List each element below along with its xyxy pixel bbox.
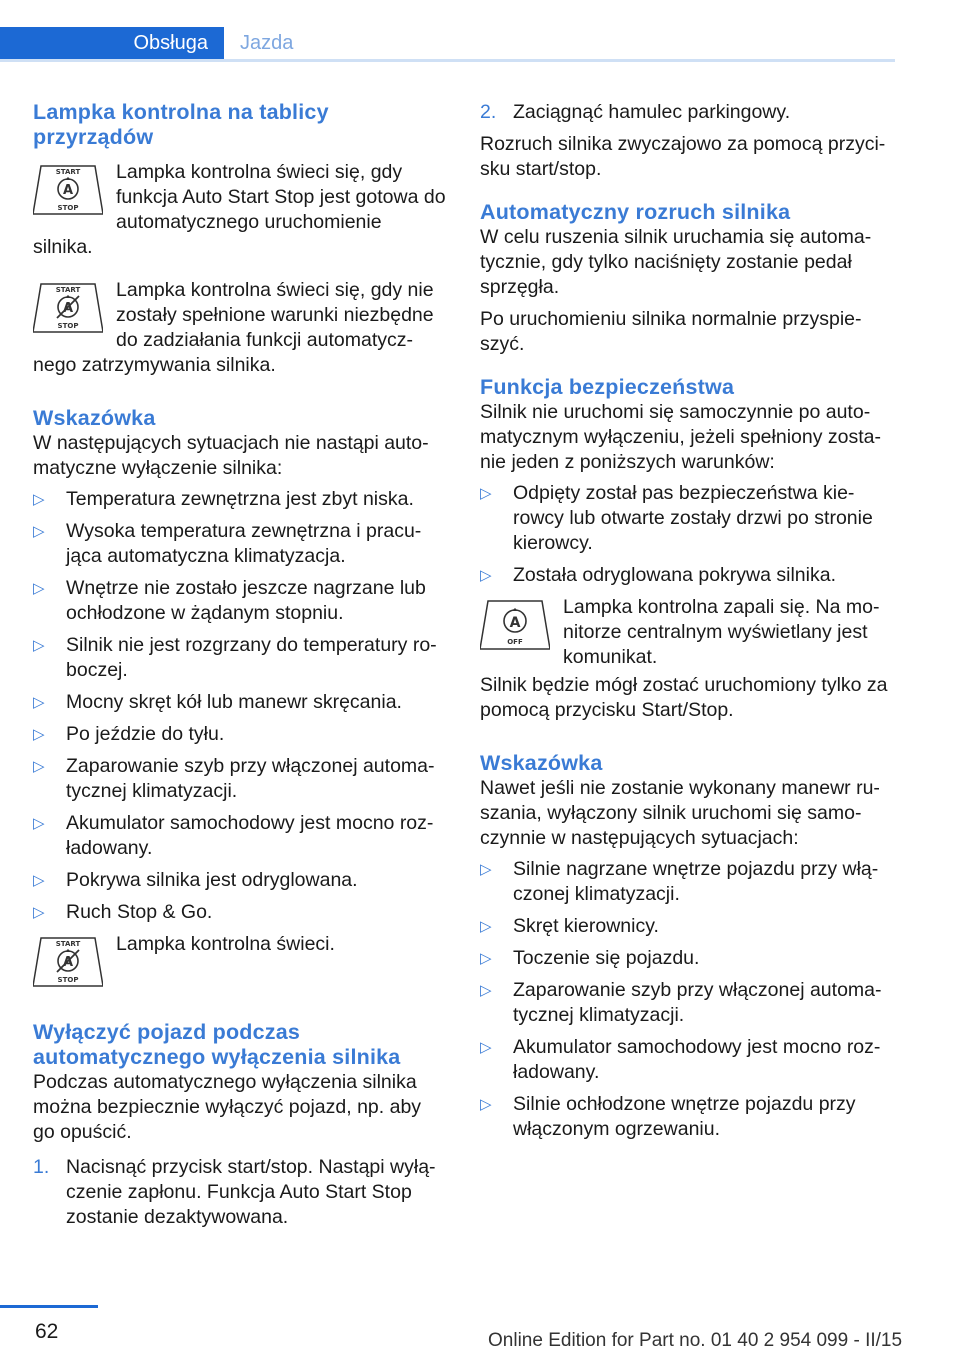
tab-jazda[interactable] <box>240 27 293 60</box>
tab-obsluga-label: Obsługa <box>133 32 208 54</box>
list-item: 1. Nacisnąć przycisk start/stop. Nastąpi wyłą-czenie zapłonu. Funkcja Auto Start Stop zostanie dezaktywowana. <box>33 1156 436 1228</box>
tab-jazda-label: Jazda <box>240 32 294 54</box>
triangle-bullet-icon: ▷ <box>480 950 492 967</box>
triangle-bullet-icon: ▷ <box>33 872 45 889</box>
note2-list <box>480 857 895 1142</box>
list-item: ▷ Odpięty został pas bezpieczeństwa kie-rowcy lub otwarte zostały drzwi po stronie kierowcy. <box>480 482 873 554</box>
steps-list-cont <box>480 100 895 125</box>
list-item: 2. Zaciągnąć hamulec parkingowy. <box>480 101 791 123</box>
switch-off-text: Podczas automatycznego wyłączenia silnika można bezpiecznie wyłączyć pojazd, np. aby go opuścić. <box>33 1071 422 1143</box>
triangle-bullet-icon: ▷ <box>480 982 492 999</box>
indicator-lit-text: Lampka kontrolna świeci. <box>116 933 335 955</box>
auto-start-stop-off-icon <box>33 282 103 334</box>
icon-off-text: OFF <box>507 638 523 646</box>
icon-start-text: START <box>55 168 81 176</box>
triangle-bullet-icon: ▷ <box>480 1096 492 1113</box>
icon-stop-text: STOP <box>57 976 79 984</box>
list-item: ▷ Zaparowanie szyb przy włączonej automa-tycznej klimatyzacji. <box>33 755 435 802</box>
safety-intro: Silnik nie uruchomi się samoczynnie po auto-matycznym wyłączeniu, jeżeli spełniony zosta-nie jeden z poniższych warunków: <box>480 401 881 473</box>
safety-after-text: Silnik będzie mógł zostać uruchomiony tylko za pomocą przycisku Start/Stop. <box>480 674 888 721</box>
triangle-bullet-icon: ▷ <box>33 904 45 921</box>
list-item: ▷ Została odryglowana pokrywa silnika. <box>480 564 836 586</box>
triangle-bullet-icon: ▷ <box>33 637 45 654</box>
list-item: ▷ Temperatura zewnętrzna jest zbyt niska. <box>33 488 414 510</box>
indicator-off-text: Lampka kontrolna zapali się. Na mo-nitorze centralnym wyświetlany jest komunikat. <box>563 596 880 668</box>
list-item: ▷ Silnie ochłodzone wnętrze pojazdu przy włączonym ogrzewaniu. <box>480 1093 856 1140</box>
indicator-off-row <box>480 595 895 673</box>
auto-start-stop-icon <box>33 164 103 216</box>
triangle-bullet-icon: ▷ <box>480 1039 492 1056</box>
indicator-ready-text: Lampka kontrolna świeci się, gdy funkcja Auto Start Stop jest gotowa do automatycznego uruchomienie <box>116 161 446 233</box>
indicator-ready-row <box>33 160 448 260</box>
header-divider <box>0 59 895 62</box>
safety-list <box>480 481 895 588</box>
icon-start-text: START <box>55 940 81 948</box>
indicator-notready-row <box>33 278 448 378</box>
left-column <box>33 100 448 1237</box>
indicator-notready-text-cont: nego zatrzymywania silnika. <box>33 354 276 376</box>
triangle-bullet-icon: ▷ <box>33 815 45 832</box>
list-item: ▷ Zaparowanie szyb przy włączonej automa-tycznej klimatyzacji. <box>480 979 882 1026</box>
icon-stop-text: STOP <box>57 322 79 330</box>
step-number: 1. <box>33 1156 50 1178</box>
steps-list <box>33 1155 448 1230</box>
triangle-bullet-icon: ▷ <box>33 726 45 743</box>
section-title-safety: Funkcja bezpieczeństwa <box>480 375 735 399</box>
indicator-ready-text-cont: silnika. <box>33 236 93 258</box>
triangle-bullet-icon: ▷ <box>33 523 45 540</box>
triangle-bullet-icon: ▷ <box>33 580 45 597</box>
auto-start-p2: Po uruchomieniu silnika normalnie przyspie-szyć. <box>480 308 862 355</box>
right-column <box>480 100 895 1149</box>
triangle-bullet-icon: ▷ <box>33 758 45 775</box>
list-item: ▷ Po jeździe do tyłu. <box>33 723 225 745</box>
indicator-notready-text: Lampka kontrolna świeci się, gdy nie zostały spełnione warunki niezbędne do zadziałania funkcji automatycz- <box>116 279 434 351</box>
triangle-bullet-icon: ▷ <box>480 918 492 935</box>
auto-start-stop-off-warning-icon <box>480 599 550 651</box>
triangle-bullet-icon: ▷ <box>480 567 492 584</box>
icon-stop-text: STOP <box>57 204 79 212</box>
auto-start-p1: W celu ruszenia silnik uruchamia się automa-tycznie, gdy tylko naciśnięty zostanie pedał sprzęgła. <box>480 226 872 298</box>
footer-accent-line <box>0 1305 98 1308</box>
icon-letter-a: A <box>62 301 74 316</box>
page-number: 62 <box>35 1320 59 1343</box>
list-item: ▷ Silnie nagrzane wnętrze pojazdu przy włą-czonej klimatyzacji. <box>480 858 879 905</box>
icon-letter-a: A <box>62 955 74 970</box>
list-item: ▷ Mocny skręt kół lub manewr skręcania. <box>33 691 402 713</box>
section-title-switch-off: Wyłączyć pojazd podczas automatycznego wyłączenia silnika <box>33 1020 401 1069</box>
tab-obsluga[interactable] <box>0 27 224 60</box>
indicator-lit-row <box>33 932 448 992</box>
edition-text: Online Edition for Part no. 01 40 2 954 099 - II/15 <box>488 1330 903 1351</box>
list-item: ▷ Skręt kierownicy. <box>480 915 659 937</box>
triangle-bullet-icon: ▷ <box>480 861 492 878</box>
list-item: ▷ Wysoka temperatura zewnętrzna i pracu-jąca automatyczna klimatyzacja. <box>33 520 422 567</box>
icon-start-text: START <box>55 286 81 294</box>
note2-title: Wskazówka <box>480 751 603 775</box>
triangle-bullet-icon: ▷ <box>480 485 492 502</box>
list-item: ▷ Akumulator samochodowy jest mocno roz-ładowany. <box>33 812 434 859</box>
icon-letter-a: A <box>509 615 521 631</box>
triangle-bullet-icon: ▷ <box>33 491 45 508</box>
auto-start-stop-off-icon-2 <box>33 936 103 988</box>
triangle-bullet-icon: ▷ <box>33 694 45 711</box>
list-item: ▷ Wnętrze nie zostało jeszcze nagrzane lub ochłodzone w żądanym stopniu. <box>33 577 426 624</box>
icon-letter-a: A <box>62 183 74 198</box>
note-title: Wskazówka <box>33 406 156 430</box>
note-list <box>33 487 448 925</box>
list-item: ▷ Silnik nie jest rozgrzany do temperatury ro-boczej. <box>33 634 437 681</box>
section-title-auto-start: Automatyczny rozruch silnika <box>480 200 791 224</box>
list-item: ▷ Pokrywa silnika jest odryglowana. <box>33 869 358 891</box>
header-tabs <box>0 0 895 62</box>
list-item: ▷ Toczenie się pojazdu. <box>480 947 700 969</box>
note-intro: W następujących sytuacjach nie nastąpi auto-matyczne wyłączenie silnika: <box>33 432 429 479</box>
list-item: ▷ Ruch Stop & Go. <box>33 901 213 923</box>
after-steps-text: Rozruch silnika zwyczajowo za pomocą przyci-sku start/stop. <box>480 133 886 180</box>
note2-intro: Nawet jeśli nie zostanie wykonany manewr ru-szania, wyłączony silnik uruchomi się samo-czynnie w następujących sytuacjach: <box>480 777 880 849</box>
list-item: ▷ Akumulator samochodowy jest mocno roz-ładowany. <box>480 1036 881 1083</box>
step-number: 2. <box>480 101 497 123</box>
section-title-indicator: Lampka kontrolna na tablicy przyrządów <box>33 100 329 149</box>
